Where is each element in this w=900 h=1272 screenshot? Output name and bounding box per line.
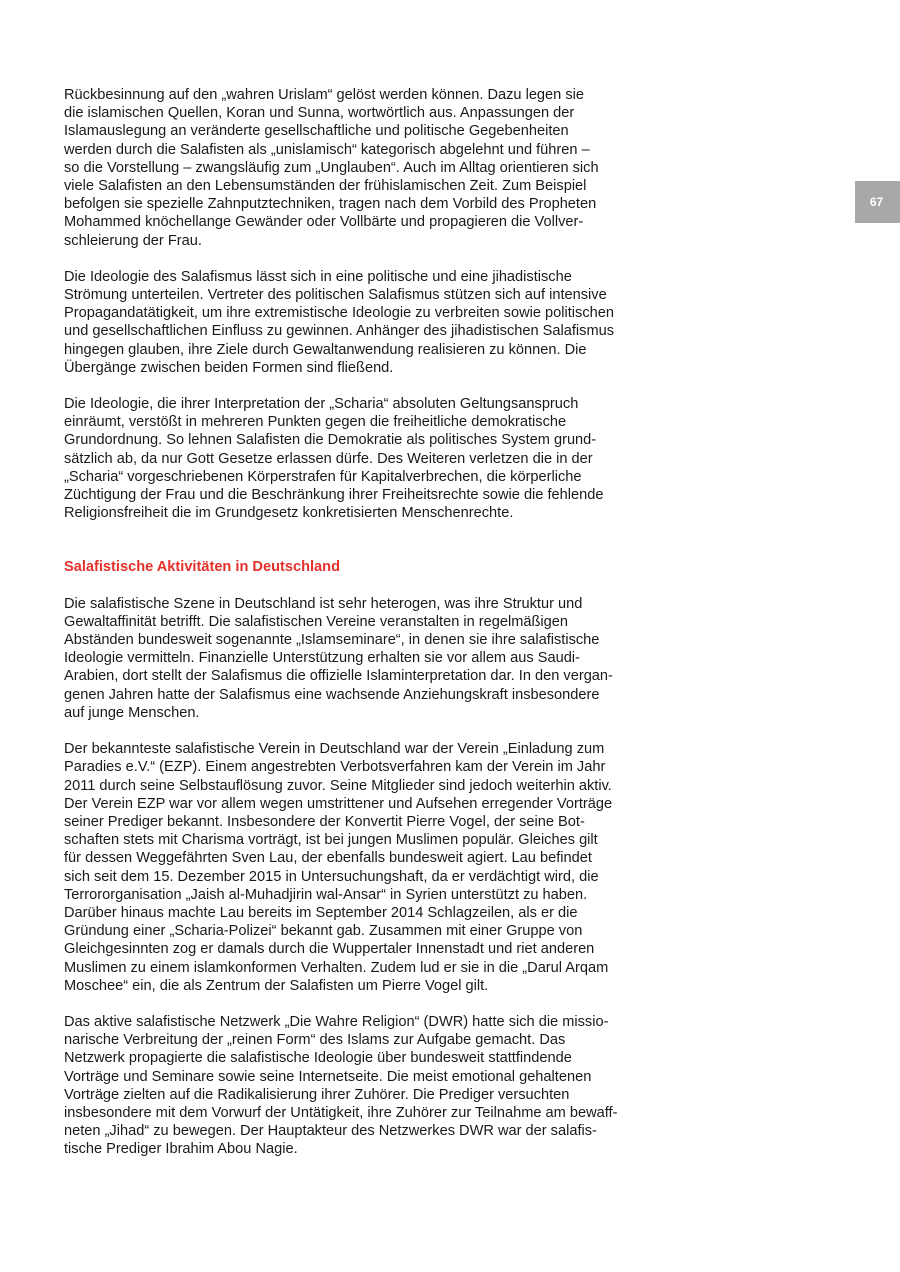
page-number-tab [855, 181, 900, 223]
paragraph-gap [64, 377, 624, 395]
text-line: Terrororganisation „Jaish al-Muhadjirin wal-Ansar“ in Syrien unterstützt zu haben. [64, 886, 588, 903]
page-number: 67 [869, 195, 884, 209]
text-line: Gewaltaffinität betrifft. Die salafistischen Vereine veranstalten in regelmäßigen [64, 613, 569, 630]
text-line: Die salafistische Szene in Deutschland ist sehr heterogen, was ihre Struktur und [64, 595, 583, 612]
paragraph-gap [64, 250, 624, 268]
text-line: seiner Prediger bekannt. Insbesondere der Konvertit Pierre Vogel, der seine Bot- [64, 813, 585, 830]
text-line: Religionsfreiheit die im Grundgesetz konkretisierten Menschenrechte. [64, 505, 514, 522]
text-line: 2011 durch seine Selbstauflösung zuvor. Seine Mitglieder sind jedoch weiterhin aktiv. [64, 777, 612, 794]
text-line: werden durch die Salafisten als „unislamisch“ kategorisch abgelehnt und führen – [64, 141, 590, 158]
text-line: schaften stets mit Charisma vorträgt, ist bei jungen Muslimen populär. Gleiches gilt [64, 832, 598, 849]
text-line: neten „Jihad“ zu bewegen. Der Hauptakteur des Netzwerkes DWR war der salafis- [64, 1123, 597, 1140]
text-line: Übergänge zwischen beiden Formen sind fließend. [64, 359, 394, 376]
text-line: Gründung einer „Scharia-Polizei“ bekannt gab. Zusammen mit einer Gruppe von [64, 923, 583, 940]
text-line: und gesellschaftlichen Einfluss zu gewinnen. Anhänger des jihadistischen Salafismus [64, 323, 615, 340]
paragraph [64, 268, 624, 377]
text-line: Der bekannteste salafistische Verein in Deutschland war der Verein „Einladung zum [64, 741, 605, 758]
text-line: narische Verbreitung der „reinen Form“ des Islams zur Aufgabe gemacht. Das [64, 1032, 566, 1049]
text-line: Gleichgesinnten zog er damals durch die Wuppertaler Innenstadt und riet anderen [64, 941, 595, 958]
paragraph [64, 395, 624, 522]
text-line: Abständen bundesweit sogenannte „Islamseminare“, in denen sie ihre salafistische [64, 632, 600, 649]
text-line: Das aktive salafistische Netzwerk „Die Wahre Religion“ (DWR) hatte sich die missio- [64, 1013, 609, 1030]
text-line: Netzwerk propagierte die salafistische Ideologie über bundesweit stattfindende [64, 1050, 572, 1067]
text-line: Rückbesinnung auf den „wahren Urislam“ gelöst werden können. Dazu legen sie [64, 87, 584, 103]
text-line: Muslimen zu einem islamkonformen Verhalten. Zudem lud er sie in die „Darul Arqam [64, 959, 609, 976]
text-line: tische Prediger Ibrahim Abou Nagie. [64, 1141, 298, 1158]
text-line: Züchtigung der Frau und die Beschränkung ihrer Freiheitsrechte sowie die fehlende [64, 487, 604, 504]
heading-spacer [64, 577, 624, 595]
text-line: sätzlich ab, da nur Gott Gesetze erlassen dürfe. Des Weiteren verletzen die in der [64, 450, 593, 467]
paragraph [64, 595, 624, 722]
text-line: Ideologie vermitteln. Finanzielle Unterstützung erhalten sie vor allem aus Saudi- [64, 650, 580, 667]
text-line: hingegen glauben, ihre Ziele durch Gewaltanwendung realisieren zu können. Die [64, 341, 587, 358]
document-body [64, 86, 624, 1159]
text-line: genen Jahren hatte der Salafismus eine wachsende Anziehungskraft insbesondere [64, 686, 600, 703]
text-line: für dessen Weggefährten Sven Lau, der ebenfalls bundesweit agiert. Lau befindet [64, 850, 592, 867]
paragraph [64, 740, 624, 995]
text-line: Die Ideologie, die ihrer Interpretation der „Scharia“ absoluten Geltungsanspruch [64, 396, 579, 413]
text-line: Strömung unterteilen. Vertreter des politischen Salafismus stützen sich auf intensive [64, 287, 607, 304]
intro-paragraphs [64, 86, 624, 522]
text-line: viele Salafisten an den Lebensumständen der frühislamischen Zeit. Zum Beispiel [64, 178, 587, 195]
text-line: „Scharia“ vorgeschriebenen Körperstrafen für Kapitalverbrechen, die körperliche [64, 468, 582, 485]
text-line: Mohammed knöchellange Gewänder oder Vollbärte und propagieren die Vollver- [64, 214, 584, 231]
text-line: Propagandatätigkeit, um ihre extremistische Ideologie zu verbreiten sowie politischen [64, 305, 614, 322]
text-line: so die Vorstellung – zwangsläufig zum „Unglauben“. Auch im Alltag orientieren sich [64, 159, 599, 176]
text-line: Vorträge und Seminare sowie seine Internetseite. Die meist emotional gehaltenen [64, 1068, 592, 1085]
text-line: Moschee“ ein, die als Zentrum der Salafisten um Pierre Vogel gilt. [64, 977, 489, 994]
paragraph-gap [64, 995, 624, 1013]
section-spacer [64, 522, 624, 558]
section-paragraphs [64, 595, 624, 1159]
section-heading: Salafistische Aktivitäten in Deutschland [64, 559, 341, 576]
text-line: Darüber hinaus machte Lau bereits im September 2014 Schlagzeilen, als er die [64, 904, 578, 921]
text-line: befolgen sie spezielle Zahnputztechniken, tragen nach dem Vorbild des Propheten [64, 196, 597, 213]
text-line: sich seit dem 15. Dezember 2015 in Untersuchungshaft, da er verdächtigt wird, die [64, 868, 599, 885]
text-line: Arabien, dort stellt der Salafismus die offizielle Islaminterpretation dar. In den vergan- [64, 668, 613, 685]
paragraph [64, 86, 624, 250]
text-line: einräumt, verstößt in mehreren Punkten gegen die freiheitliche demokratische [64, 414, 567, 431]
text-line: insbesondere mit dem Vorwurf der Untätigkeit, ihre Zuhörer zur Teilnahme am bewaff- [64, 1104, 618, 1121]
text-line: Grundordnung. So lehnen Salafisten die Demokratie als politisches System grund- [64, 432, 597, 449]
text-line: Vorträge zielten auf die Radikalisierung ihrer Zuhörer. Die Prediger versuchten [64, 1086, 570, 1103]
text-line: Der Verein EZP war vor allem wegen umstrittener und Aufsehen erregender Vorträge [64, 795, 613, 812]
text-line: schleierung der Frau. [64, 232, 202, 249]
text-line: Die Ideologie des Salafismus lässt sich in eine politische und eine jihadistische [64, 268, 572, 285]
text-line: auf junge Menschen. [64, 704, 200, 721]
paragraph [64, 1013, 624, 1159]
text-line: die islamischen Quellen, Koran und Sunna, wortwörtlich aus. Anpassungen der [64, 105, 575, 122]
paragraph-gap [64, 722, 624, 740]
text-line: Paradies e.V.“ (EZP). Einem angestrebten Verbotsverfahren kam der Verein im Jahr [64, 759, 606, 776]
text-line: Islamauslegung an veränderte gesellschaftliche und politische Gegebenheiten [64, 123, 569, 140]
